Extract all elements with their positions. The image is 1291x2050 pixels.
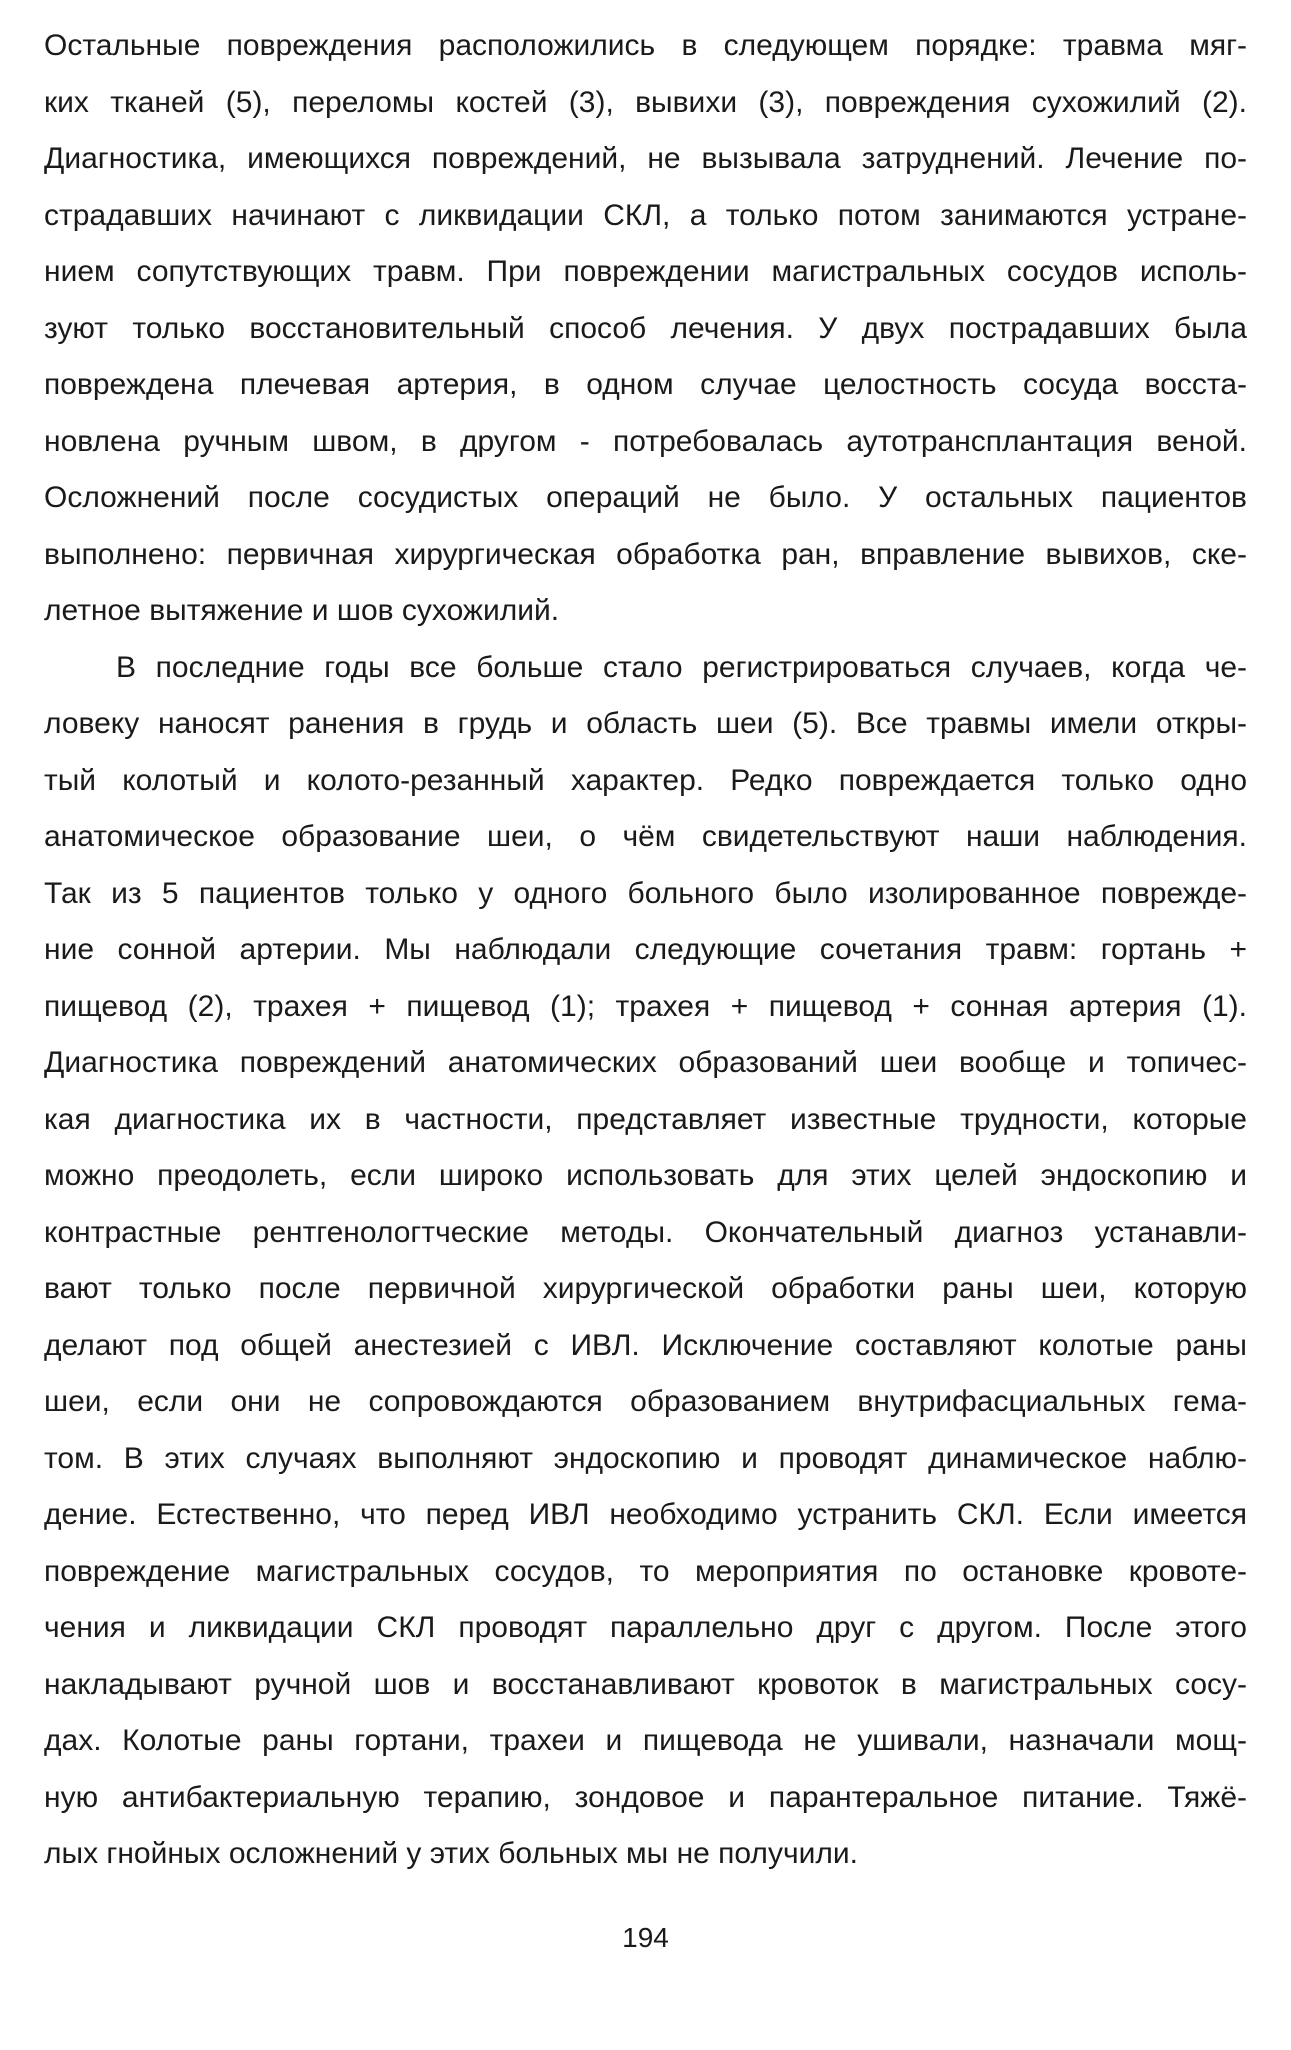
text-line: нием сопутствующих травм. При повреждении магистральных сосудов исполь-	[44, 255, 1247, 288]
text-line: дах. Колотые раны гортани, трахеи и пищевода не ушивали, назначали мощ-	[44, 1724, 1247, 1757]
text-line: шеи, если они не сопровождаются образованием внутрифасциальных гема-	[44, 1385, 1247, 1418]
text-line: вают только после первичной хирургической обработки раны шеи, которую	[44, 1272, 1247, 1305]
text-line: ких тканей (5), переломы костей (3), вывихи (3), повреждения сухожилий (2).	[44, 85, 1247, 119]
paragraph-end-line: летное вытяжение и шов сухожилий.	[44, 594, 560, 627]
text-line: Диагностика, имеющихся повреждений, не вызывала затруднений. Лечение по-	[44, 142, 1247, 175]
text-line: повреждение магистральных сосудов, то мероприятия по остановке кровоте-	[44, 1554, 1247, 1588]
text-line: страдавших начинают с ликвидации СКЛ, а только потом занимаются устране-	[44, 198, 1247, 232]
text-line: дение. Естественно, что перед ИВЛ необходимо устранить СКЛ. Если имеется	[44, 1498, 1247, 1531]
text-line: повреждена плечевая артерия, в одном случае целостность сосуда восста-	[44, 368, 1247, 401]
text-line: можно преодолеть, если широко использовать для этих целей эндоскопию и	[44, 1159, 1247, 1192]
text-line: том. В этих случаях выполняют эндоскопию и проводят динамическое наблю-	[44, 1441, 1247, 1475]
paragraph-start-line: В последние годы все больше стало регистрироваться случаев, когда че-	[116, 650, 1247, 684]
text-line: выполнено: первичная хирургическая обработка ран, вправление вывихов, ске-	[44, 537, 1247, 571]
text-line: Осложнений после сосудистых операций не было. У остальных пациентов	[44, 481, 1247, 514]
text-line: ную антибактериальную терапию, зондовое и парантеральное питание. Тяжё-	[44, 1780, 1247, 1814]
text-line: чения и ликвидации СКЛ проводят параллельно друг с другом. После этого	[44, 1611, 1247, 1644]
text-line: анатомическое образование шеи, о чём свидетельствуют наши наблюдения.	[44, 820, 1247, 853]
text-line: зуют только восстановительный способ лечения. У двух пострадавших была	[44, 311, 1247, 345]
page-number: 194	[622, 1922, 669, 1953]
text-line: Так из 5 пациентов только у одного больного было изолированное поврежде-	[44, 876, 1247, 910]
text-line: контрастные рентгенологтческие методы. Окончательный диагноз устанавли-	[44, 1215, 1247, 1249]
text-line: накладывают ручной шов и восстанавливают кровоток в магистральных сосу-	[44, 1667, 1247, 1701]
text-line: Остальные повреждения расположились в следующем порядке: травма мяг-	[44, 29, 1247, 62]
text-line: Диагностика повреждений анатомических образований шеи вообще и топичес-	[44, 1046, 1247, 1079]
text-line: ловеку наносят ранения в грудь и область шеи (5). Все травмы имели откры-	[44, 707, 1247, 740]
text-line: ние сонной артерии. Мы наблюдали следующие сочетания травм: гортань +	[44, 933, 1247, 966]
text-line: новлена ручным швом, в другом - потребовалась аутотрансплантация веной.	[44, 424, 1247, 458]
text-line: тый колотый и колото-резанный характер. Редко повреждается только одно	[44, 763, 1247, 797]
body-text	[44, 18, 1247, 1883]
paragraph-end-line: лых гнойных осложнений у этих больных мы не получили.	[44, 1837, 858, 1870]
text-line: делают под общей анестезией с ИВЛ. Исключение составляют колотые раны	[44, 1328, 1247, 1362]
text-line: пищевод (2), трахея + пищевод (1); трахея + пищевод + сонная артерия (1).	[44, 989, 1247, 1023]
text-line: кая диагностика их в частности, представляет известные трудности, которые	[44, 1102, 1247, 1136]
